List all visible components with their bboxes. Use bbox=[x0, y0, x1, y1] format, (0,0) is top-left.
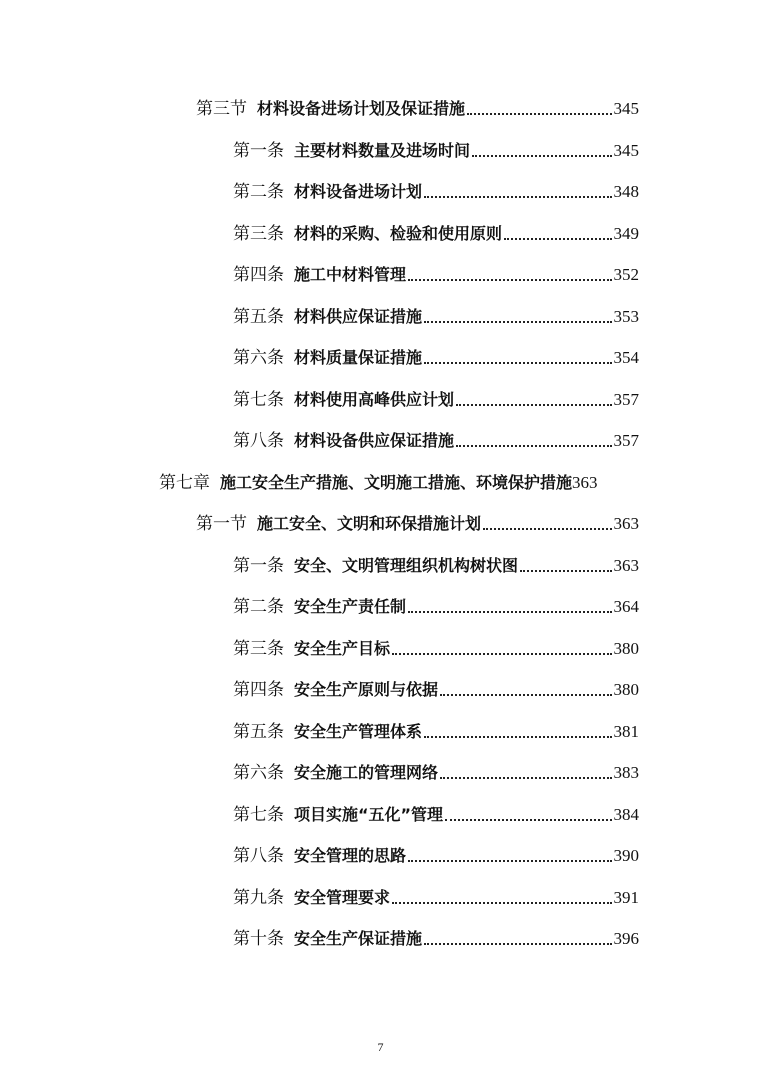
toc-entry-number: 第四条 bbox=[233, 680, 284, 700]
toc-dot-leader bbox=[467, 113, 611, 115]
toc-entry-title: 材料设备供应保证措施 bbox=[294, 431, 455, 450]
toc-entry-page: 384 bbox=[613, 805, 639, 824]
toc-entry-title: 材料使用高峰供应计划 bbox=[294, 390, 455, 409]
toc-entry-article-10[interactable] bbox=[233, 925, 639, 953]
toc-entry-title: 安全生产保证措施 bbox=[294, 929, 423, 948]
toc-dot-leader bbox=[472, 155, 611, 157]
toc-dot-leader bbox=[483, 528, 611, 530]
toc-entry-number: 第七章 bbox=[159, 473, 210, 493]
toc-entry-number: 第一条 bbox=[233, 556, 284, 576]
toc-entry-page: 348 bbox=[613, 182, 639, 201]
page-number: 7 bbox=[377, 1040, 384, 1054]
toc-entry-number: 第五条 bbox=[233, 307, 284, 327]
toc-dot-leader bbox=[408, 611, 611, 613]
toc-entry-article-3b[interactable] bbox=[233, 635, 639, 663]
toc-entry-page: 353 bbox=[613, 307, 639, 326]
toc-entry-section-3[interactable] bbox=[196, 95, 639, 123]
toc-entry-chapter-7[interactable] bbox=[159, 469, 661, 497]
toc-entry-article-8[interactable] bbox=[233, 427, 639, 455]
toc-entry-page: 345 bbox=[613, 141, 639, 160]
toc-entry-title: 施工安全、文明和环保措施计划 bbox=[257, 514, 482, 533]
toc-entry-title: 材料质量保证措施 bbox=[294, 348, 423, 367]
toc-entry-number: 第十条 bbox=[233, 929, 284, 949]
toc-entry-page: 380 bbox=[613, 639, 639, 658]
toc-entry-article-4b[interactable] bbox=[233, 676, 639, 704]
toc-entry-title: 安全生产管理体系 bbox=[294, 722, 423, 741]
toc-entry-title: 安全生产原则与依据 bbox=[294, 680, 439, 699]
toc-entry-number: 第七条 bbox=[233, 805, 284, 825]
toc-dot-leader bbox=[520, 570, 611, 572]
toc-entry-number: 第一节 bbox=[196, 514, 247, 534]
toc-entry-article-5[interactable] bbox=[233, 303, 639, 331]
toc-entry-article-9[interactable] bbox=[233, 884, 639, 912]
toc-entry-page: 352 bbox=[613, 265, 639, 284]
toc-entry-title: 施工安全生产措施、文明施工措施、环境保护措施 bbox=[220, 473, 573, 492]
toc-entry-number: 第二条 bbox=[233, 597, 284, 617]
toc-entry-title: 安全管理要求 bbox=[294, 888, 391, 907]
toc-entry-title: 施工中材料管理 bbox=[294, 265, 407, 284]
toc-entry-title: 安全生产责任制 bbox=[294, 597, 407, 616]
toc-entry-article-5b[interactable] bbox=[233, 718, 639, 746]
toc-entry-number: 第七条 bbox=[233, 390, 284, 410]
toc-dot-leader bbox=[424, 736, 611, 738]
toc-dot-leader bbox=[424, 943, 611, 945]
toc-entry-title: 安全管理的思路 bbox=[294, 846, 407, 865]
toc-entry-title: 安全生产目标 bbox=[294, 639, 391, 658]
toc-entry-title: 材料供应保证措施 bbox=[294, 307, 423, 326]
toc-entry-number: 第六条 bbox=[233, 763, 284, 783]
toc-entry-number: 第六条 bbox=[233, 348, 284, 368]
toc-dot-leader bbox=[445, 819, 611, 821]
toc-entry-page: 349 bbox=[613, 224, 639, 243]
toc-entry-number: 第三条 bbox=[233, 639, 284, 659]
toc-entry-page: 391 bbox=[613, 888, 639, 907]
toc-entry-article-7[interactable] bbox=[233, 386, 639, 414]
toc-entry-number: 第一条 bbox=[233, 141, 284, 161]
toc-entry-article-1[interactable] bbox=[233, 137, 639, 165]
toc-entry-page: 354 bbox=[613, 348, 639, 367]
toc-entry-page: 357 bbox=[613, 431, 639, 450]
toc-entry-page: 357 bbox=[613, 390, 639, 409]
toc-entry-section-1[interactable] bbox=[196, 510, 639, 538]
toc-entry-title: 材料设备进场计划及保证措施 bbox=[257, 99, 466, 118]
toc-entry-page: 381 bbox=[613, 722, 639, 741]
toc-dot-leader bbox=[456, 404, 611, 406]
toc-entry-number: 第八条 bbox=[233, 431, 284, 451]
toc-entry-article-2b[interactable] bbox=[233, 593, 639, 621]
toc-dot-leader bbox=[456, 445, 611, 447]
toc-dot-leader bbox=[392, 902, 611, 904]
toc-entry-title: 安全、文明管理组织机构树状图 bbox=[294, 556, 519, 575]
toc-entry-number: 第二条 bbox=[233, 182, 284, 202]
toc-dot-leader bbox=[408, 279, 611, 281]
toc-entry-number: 第三条 bbox=[233, 224, 284, 244]
toc-dot-leader bbox=[424, 196, 611, 198]
toc-entry-page: 364 bbox=[613, 597, 639, 616]
toc-entry-title: 项目实施“五化”管理 bbox=[294, 805, 444, 824]
toc-entry-title: 材料的采购、检验和使用原则 bbox=[294, 224, 503, 243]
toc-dot-leader bbox=[424, 362, 611, 364]
toc-entry-page: 345 bbox=[613, 99, 639, 118]
toc-entry-title: 主要材料数量及进场时间 bbox=[294, 141, 471, 160]
toc-dot-leader bbox=[504, 238, 611, 240]
toc-dot-leader bbox=[408, 860, 611, 862]
toc-entry-article-8b[interactable] bbox=[233, 842, 639, 870]
toc-entry-article-3[interactable] bbox=[233, 220, 639, 248]
toc-entry-article-2[interactable] bbox=[233, 178, 639, 206]
toc-entry-page: 363 bbox=[613, 514, 639, 533]
toc-entry-title: 材料设备进场计划 bbox=[294, 182, 423, 201]
toc-entry-page: 390 bbox=[613, 846, 639, 865]
toc-entry-number: 第八条 bbox=[233, 846, 284, 866]
toc-entry-article-7b[interactable] bbox=[233, 801, 639, 829]
toc-entry-page: 363 bbox=[613, 556, 639, 575]
toc-entry-page: 383 bbox=[613, 763, 639, 782]
toc-entry-article-6[interactable] bbox=[233, 344, 639, 372]
toc-dot-leader bbox=[392, 653, 611, 655]
toc-entry-number: 第五条 bbox=[233, 722, 284, 742]
toc-entry-page: 396 bbox=[613, 929, 639, 948]
toc-entry-article-4[interactable] bbox=[233, 261, 639, 289]
toc-entry-number: 第四条 bbox=[233, 265, 284, 285]
toc-dot-leader bbox=[424, 321, 611, 323]
toc-dot-leader bbox=[440, 777, 611, 779]
toc-entry-number: 第九条 bbox=[233, 888, 284, 908]
toc-entry-number: 第三节 bbox=[196, 99, 247, 119]
toc-entry-article-1b[interactable] bbox=[233, 552, 639, 580]
toc-dot-leader bbox=[440, 694, 611, 696]
toc-entry-article-6b[interactable] bbox=[233, 759, 639, 787]
toc-entry-page: 363 bbox=[572, 473, 598, 492]
toc-entry-page: 380 bbox=[613, 680, 639, 699]
toc-entry-title: 安全施工的管理网络 bbox=[294, 763, 439, 782]
